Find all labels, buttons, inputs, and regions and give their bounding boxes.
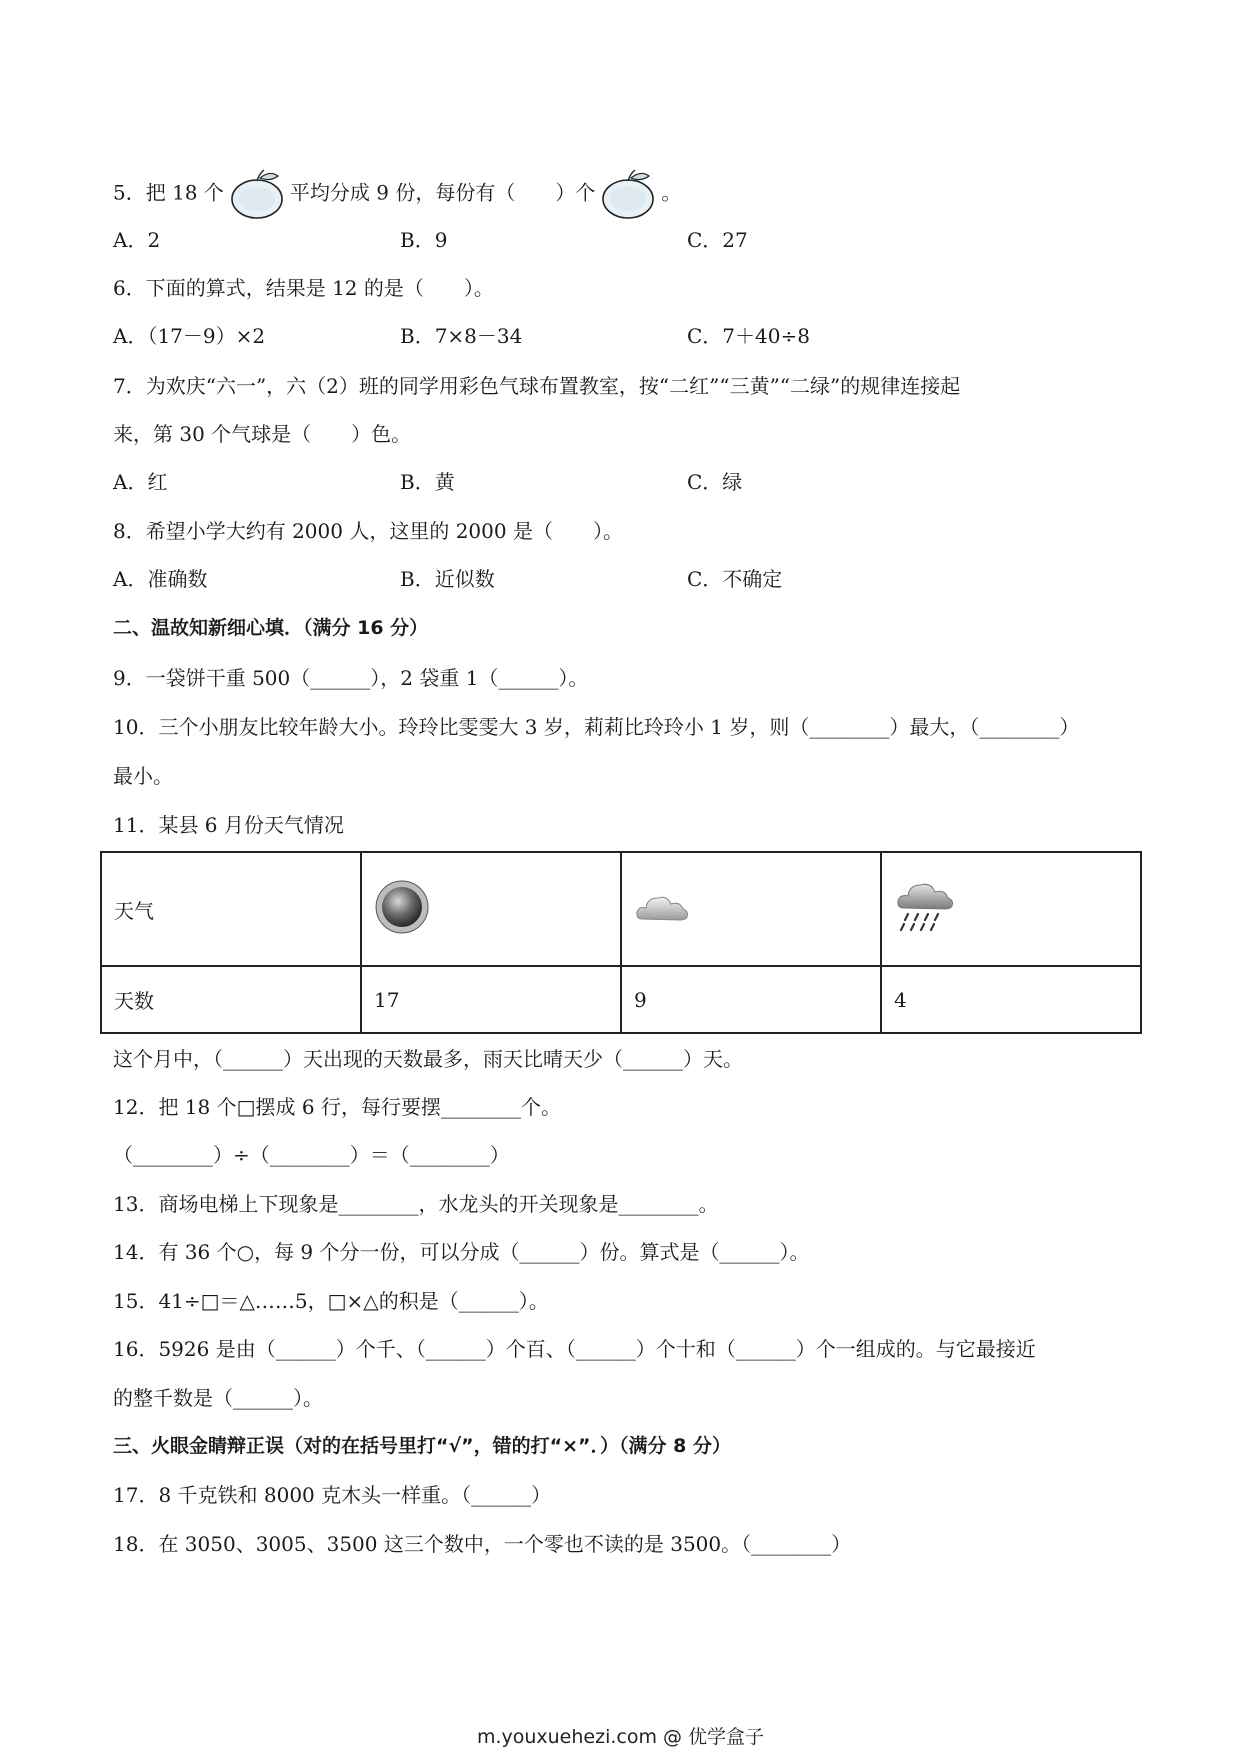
days-sunny: 17 (361, 966, 621, 1033)
question-8: 8．希望小学大约有 2000 人，这里的 2000 是（ ）。 (113, 519, 623, 543)
rainy-icon (894, 878, 956, 936)
cloudy-icon (634, 887, 690, 927)
question-13: 13．商场电梯上下现象是________，水龙头的开关现象是________。 (113, 1192, 719, 1216)
table-row (101, 966, 1141, 1033)
question-10-line-2: 最小。 (113, 764, 173, 788)
days-rainy: 4 (881, 966, 1141, 1033)
section-3-heading: 三、火眼金睛辩正误（对的在括号里打“√”，错的打“×”．）（满分 8 分） (113, 1435, 731, 1457)
question-18: 18．在 3050、3005、3500 这三个数中，一个零也不读的是 3500。（________） (113, 1532, 852, 1556)
weather-cell (881, 852, 1141, 966)
section-2-heading: 二、温故知新细心填．（满分 16 分） (113, 617, 429, 639)
question-7-line-1: 7．为欢庆“六一”，六（2）班的同学用彩色气球布置教室，按“二红”“三黄”“二绿”的规律连接起 (113, 374, 961, 398)
apple-icon (599, 168, 657, 220)
q6-option-a: A．（17－9）×2 (113, 324, 266, 348)
question-12-line-1: 12．把 18 个□摆成 6 行，每行要摆________个。 (113, 1095, 561, 1119)
question-7-line-2: 来，第 30 个气球是（ ）色。 (113, 422, 412, 446)
question-14: 14．有 36 个○，每 9 个分一份，可以分成（______）份。算式是（______）。 (113, 1240, 810, 1264)
q5-option-a: A．2 (113, 228, 161, 252)
question-15: 15．41÷□＝△……5，□×△的积是（______）。 (113, 1289, 549, 1313)
question-16-line-2: 的整千数是（______）。 (113, 1386, 323, 1410)
question-16-line-1: 16．5926 是由（______）个千、（______）个百、（______）个十和（______）个一组成的。与它最接近 (113, 1337, 1036, 1361)
apple-icon (228, 168, 286, 220)
days-cloudy: 9 (621, 966, 881, 1033)
q5-text-after: 。 (661, 180, 682, 205)
sunny-icon (374, 879, 430, 935)
weather-cell (621, 852, 881, 966)
q8-option-c: C．不确定 (687, 567, 783, 591)
question-11-after: 这个月中，（______）天出现的天数最多，雨天比晴天少（______）天。 (113, 1047, 743, 1071)
table-row (101, 852, 1141, 966)
question-5 (113, 168, 681, 220)
question-12-line-2: （________）÷（________）＝（________） (113, 1143, 510, 1167)
q5-option-c: C．27 (687, 228, 748, 252)
question-9: 9．一袋饼干重 500（______），2 袋重 1（______）。 (113, 666, 589, 690)
days-label: 天数 (101, 966, 361, 1033)
question-11-title: 11．某县 6 月份天气情况 (113, 813, 344, 837)
q8-option-b: B．近似数 (400, 567, 495, 591)
weather-cell (361, 852, 621, 966)
q8-option-a: A．准确数 (113, 567, 208, 591)
q5-option-b: B．9 (400, 228, 448, 252)
q6-option-c: C．7＋40÷8 (687, 324, 810, 348)
question-6: 6．下面的算式，结果是 12 的是（ ）。 (113, 276, 494, 300)
q7-option-b: B．黄 (400, 470, 455, 494)
question-10-line-1: 10．三个小朋友比较年龄大小。玲玲比雯雯大 3 岁，莉莉比玲玲小 1 岁，则（________）最大，（________） (113, 715, 1080, 739)
q7-option-c: C．绿 (687, 470, 743, 494)
q5-text-middle: 平均分成 9 份，每份有（ ）个 (289, 180, 596, 205)
weather-label: 天气 (101, 852, 361, 966)
q6-option-b: B．7×8－34 (400, 324, 523, 348)
q5-text-before: 5．把 18 个 (113, 180, 224, 205)
weather-table (100, 851, 1142, 1034)
question-17: 17．8 千克铁和 8000 克木头一样重。（______） (113, 1483, 552, 1507)
footer-watermark: m.youxuehezi.com @ 优学盒子 (476, 1726, 765, 1748)
q7-option-a: A．红 (113, 470, 168, 494)
